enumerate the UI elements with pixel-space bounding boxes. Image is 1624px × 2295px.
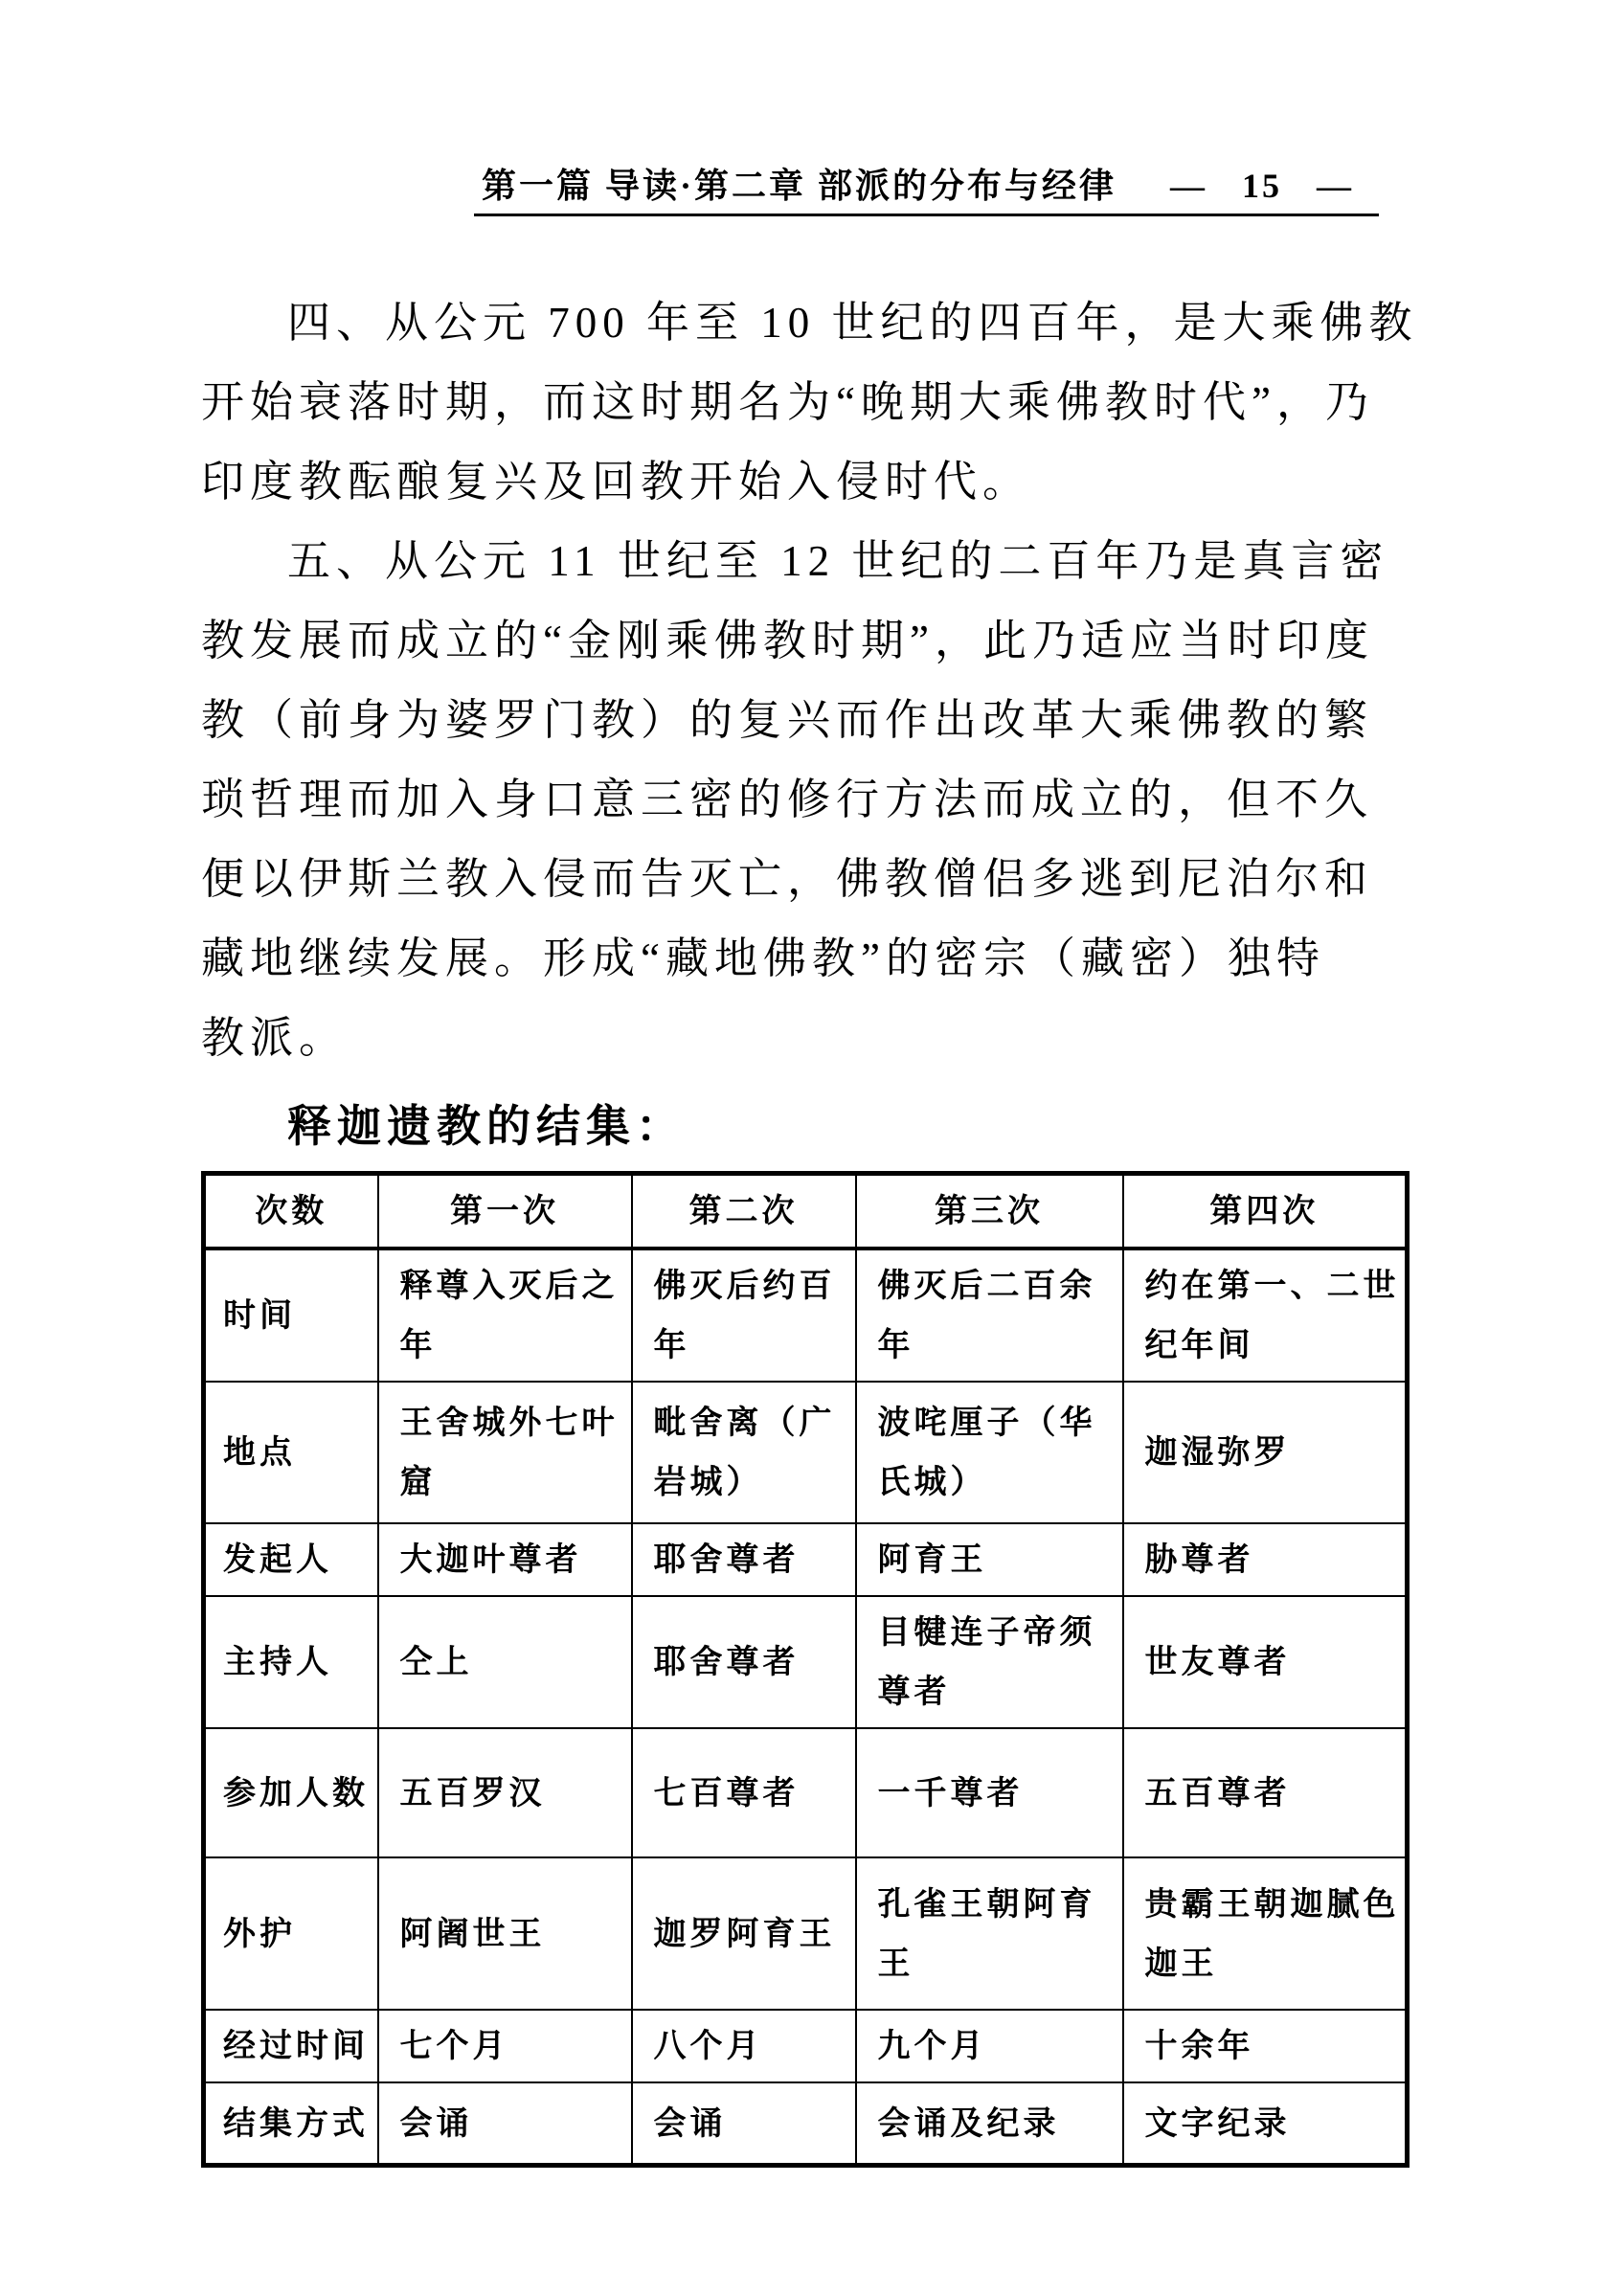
row-label-cell: 发起人	[204, 1523, 378, 1596]
table-cell: 五百尊者	[1123, 1728, 1408, 1857]
row-label-cell: 经过时间	[204, 2010, 378, 2082]
table-header-row	[204, 1174, 1408, 1249]
table-row	[204, 2082, 1408, 2166]
table-cell: 十余年	[1123, 2010, 1408, 2082]
table-row	[204, 1728, 1408, 1857]
table-row	[204, 1174, 1408, 1249]
table-header-cell: 第三次	[856, 1174, 1123, 1249]
table-row	[204, 1596, 1408, 1728]
body-paragraphs	[201, 283, 1418, 1078]
table-row	[204, 1249, 1408, 1382]
table-cell: 仝上	[378, 1596, 632, 1728]
table-cell: 七百尊者	[632, 1728, 856, 1857]
section-heading: 释迦遗教的结集：	[287, 1101, 686, 1151]
paragraph-line: 印度教酝酿复兴及回教开始入侵时代。	[201, 458, 1032, 506]
table-cell: 迦罗阿育王	[632, 1857, 856, 2010]
table-cell: 大迦叶尊者	[378, 1523, 632, 1596]
paragraph-line: 教派。	[201, 1014, 349, 1062]
page-number-group	[1153, 167, 1371, 205]
table-cell: 毗舍离（广岩城）	[632, 1382, 856, 1523]
paragraph-line: 教发展而成立的“金刚乘佛教时期”，此乃适应当时印度	[201, 617, 1374, 664]
row-label-cell: 主持人	[204, 1596, 378, 1728]
paragraph-line: 教（前身为婆罗门教）的复兴而作出改革大乘佛教的繁	[201, 696, 1374, 744]
table-cell: 王舍城外七叶窟	[378, 1382, 632, 1523]
table-cell: 八个月	[632, 2010, 856, 2082]
table-cell: 九个月	[856, 2010, 1123, 2082]
row-label-cell: 结集方式	[204, 2082, 378, 2166]
paragraph-line: 藏地继续发展。形成“藏地佛教”的密宗（藏密）独特	[201, 934, 1325, 982]
table-row	[204, 1523, 1408, 1596]
paragraph-line: 四、从公元 700 年至 10 世纪的四百年，是大乘佛教	[287, 299, 1418, 347]
row-label-cell: 外护	[204, 1857, 378, 2010]
table-cell: 会诵	[378, 2082, 632, 2166]
paragraph-line: 五、从公元 11 世纪至 12 世纪的二百年乃是真言密	[287, 537, 1389, 585]
row-label-cell: 时间	[204, 1249, 378, 1382]
table-header-cell: 第二次	[632, 1174, 856, 1249]
table-cell: 五百罗汉	[378, 1728, 632, 1857]
table-header-cell: 第一次	[378, 1174, 632, 1249]
row-label-cell: 参加人数	[204, 1728, 378, 1857]
table-cell: 耶舍尊者	[632, 1596, 856, 1728]
table-cell: 贵霸王朝迦腻色迦王	[1123, 1857, 1408, 2010]
running-header-title: 第一篇 导读·第二章 部派的分布与经律	[481, 167, 1116, 205]
table-cell: 约在第一、二世纪年间	[1123, 1249, 1408, 1382]
table-row	[204, 2010, 1408, 2082]
table-row	[204, 1382, 1408, 1523]
table-cell: 释尊入灭后之年	[378, 1249, 632, 1382]
running-header	[474, 165, 1379, 216]
table-row	[204, 1857, 1408, 2010]
table-cell: 一千尊者	[856, 1728, 1123, 1857]
table-header-cell: 第四次	[1123, 1174, 1408, 1249]
table-cell: 胁尊者	[1123, 1523, 1408, 1596]
table-cell: 会诵	[632, 2082, 856, 2166]
table-cell: 文字纪录	[1123, 2082, 1408, 2166]
table-cell: 阿育王	[856, 1523, 1123, 1596]
table-cell: 波咤厘子（华氏城）	[856, 1382, 1123, 1523]
row-label-cell: 地点	[204, 1382, 378, 1523]
table-cell: 迦湿弥罗	[1123, 1382, 1408, 1523]
page-dash-left-icon: —	[1170, 167, 1207, 205]
paragraph-line: 琐哲理而加入身口意三密的修行方法而成立的，但不久	[201, 776, 1374, 823]
table-cell: 佛灭后二百余年	[856, 1249, 1123, 1382]
table-cell: 世友尊者	[1123, 1596, 1408, 1728]
table-cell: 佛灭后约百年	[632, 1249, 856, 1382]
paragraph-line: 便以伊斯兰教入侵而告灭亡，佛教僧侣多逃到尼泊尔和	[201, 855, 1374, 903]
paragraph-line: 开始衰落时期，而这时期名为“晚期大乘佛教时代”，乃	[201, 378, 1374, 426]
table-cell: 目犍连子帝须尊者	[856, 1596, 1123, 1728]
table-header-cell: 次数	[204, 1174, 378, 1249]
page-number: 15	[1242, 167, 1282, 205]
table-cell: 耶舍尊者	[632, 1523, 856, 1596]
table-cell: 七个月	[378, 2010, 632, 2082]
table-cell: 阿阇世王	[378, 1857, 632, 2010]
table-cell: 孔雀王朝阿育王	[856, 1857, 1123, 2010]
page-dash-right-icon: —	[1317, 167, 1354, 205]
table-cell: 会诵及纪录	[856, 2082, 1123, 2166]
table-body	[204, 1249, 1408, 2166]
councils-table	[201, 1171, 1410, 2168]
